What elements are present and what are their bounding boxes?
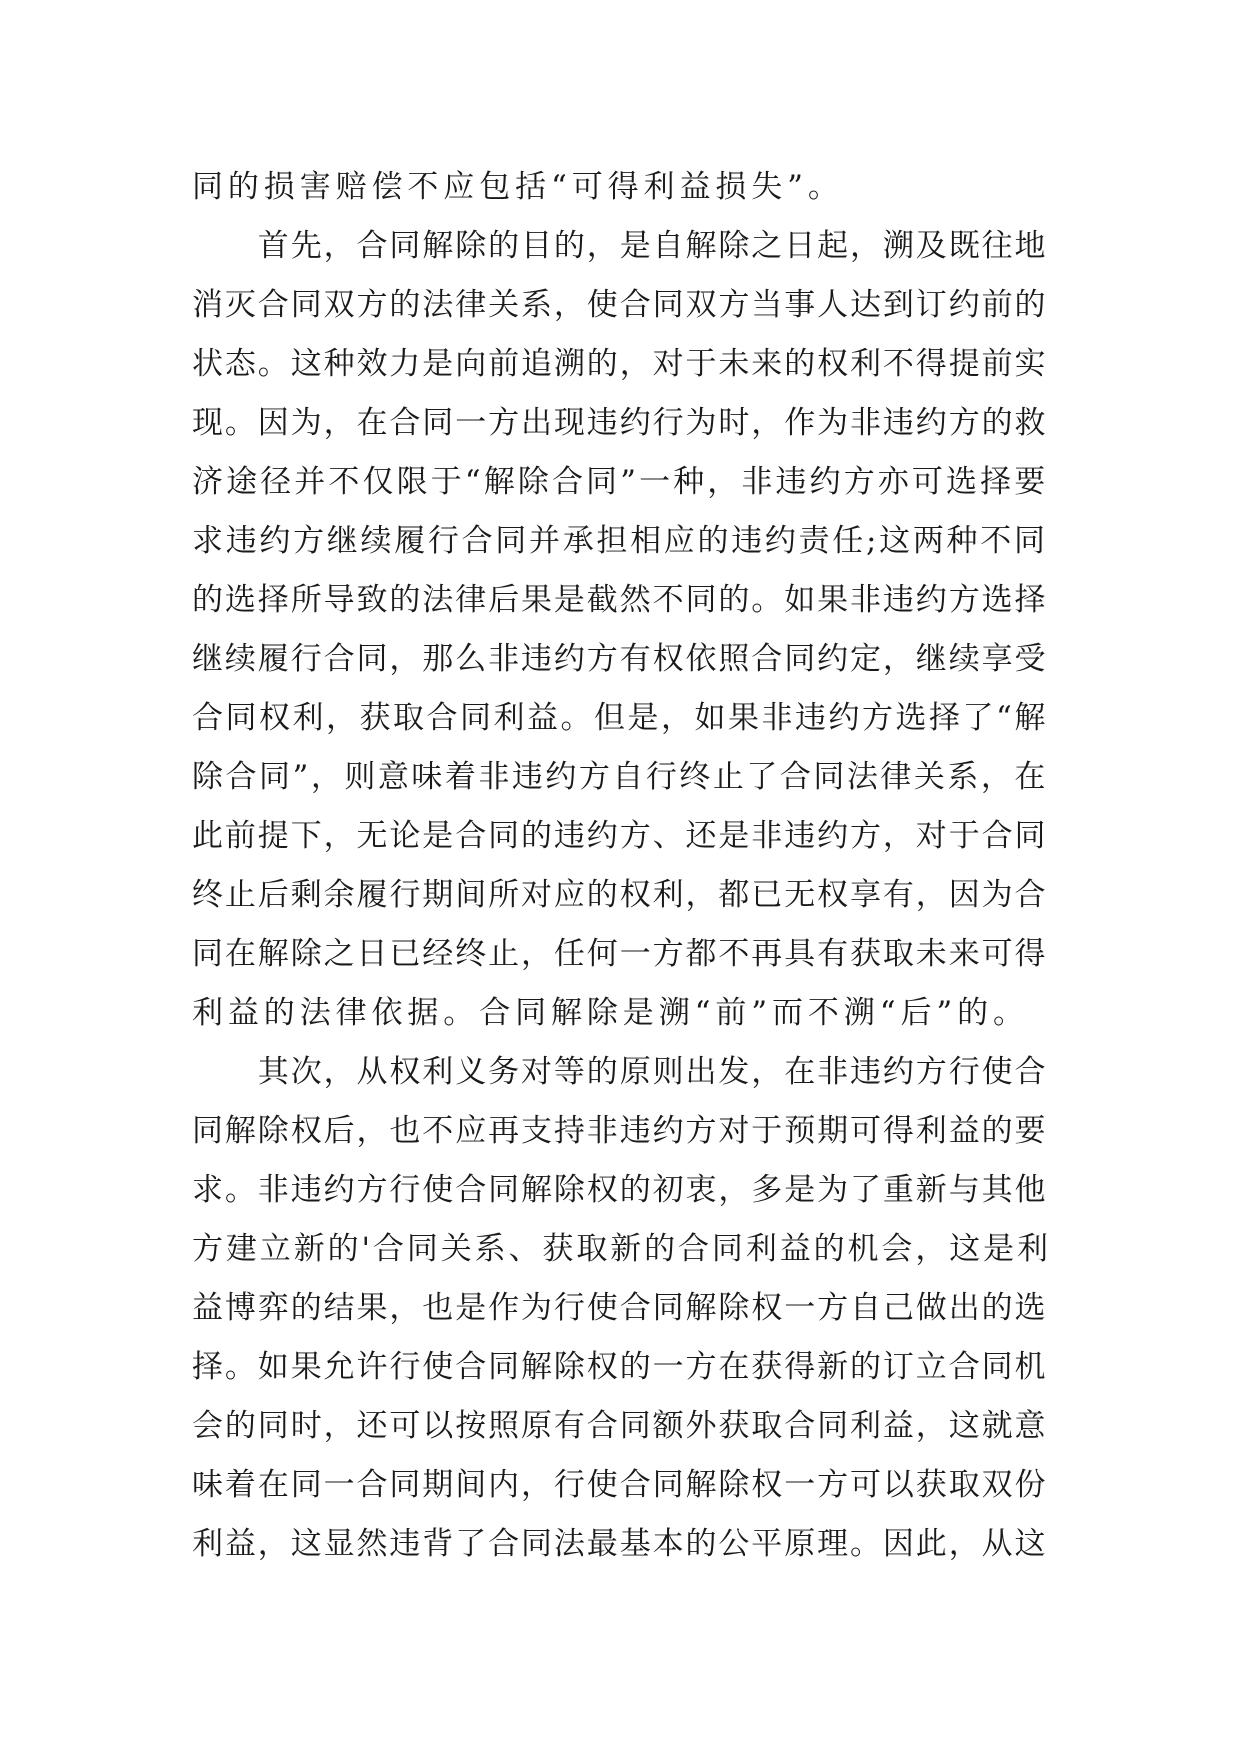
text-line: 会的同时，还可以按照原有合同额外获取合同利益，这就意 xyxy=(192,1408,1048,1444)
text-line: 现。因为，在合同一方出现违约行为时，作为非违约方的救 xyxy=(192,405,1048,441)
text-line: 此前提下，无论是合同的违约方、还是非违约方，对于合同 xyxy=(192,818,1048,854)
text-line: 益博弈的结果，也是作为行使合同解除权一方自己做出的选 xyxy=(192,1290,1048,1326)
text-line: 终止后剩余履行期间所对应的权利，都已无权享有，因为合 xyxy=(192,877,1048,913)
text-line: 方建立新的'合同关系、获取新的合同利益的机会，这是利 xyxy=(192,1231,1051,1267)
body-text xyxy=(192,158,1052,1574)
text-line: 利益，这显然违背了合同法最基本的公平原理。因此，从这 xyxy=(192,1526,1048,1562)
text-line: 合同权利，获取合同利益。但是，如果非违约方选择了“解 xyxy=(192,700,1048,736)
text-line: 择。如果允许行使合同解除权的一方在获得新的订立合同机 xyxy=(192,1349,1048,1385)
text-line: 继续履行合同，那么非违约方有权依照合同约定，继续享受 xyxy=(192,641,1048,677)
text-line: 同解除权后，也不应再支持非违约方对于预期可得利益的要 xyxy=(192,1113,1048,1149)
text-line: 求。非违约方行使合同解除权的初衷，多是为了重新与其他 xyxy=(192,1172,1048,1208)
text-line: 济途径并不仅限于“解除合同”一种，非违约方亦可选择要 xyxy=(192,464,1049,500)
text-line: 的选择所导致的法律后果是截然不同的。如果非违约方选择 xyxy=(192,582,1048,618)
paragraph-first-line: 其次，从权利义务对等的原则出发，在非违约方行使合 xyxy=(192,1054,1048,1090)
text-line: 除合同”，则意味着非违约方自行终止了合同法律关系，在 xyxy=(192,759,1048,795)
text-line: 利益的法律依据。合同解除是溯“前”而不溯“后”的。 xyxy=(192,995,1029,1031)
paragraph-first-line: 首先，合同解除的目的，是自解除之日起，溯及既往地 xyxy=(192,228,1048,264)
text-line: 求违约方继续履行合同并承担相应的违约责任;这两种不同 xyxy=(192,523,1048,559)
text-line: 味着在同一合同期间内，行使合同解除权一方可以获取双份 xyxy=(192,1467,1048,1503)
text-line: 同在解除之日已经终止，任何一方都不再具有获取未来可得 xyxy=(192,936,1048,972)
text-line: 消灭合同双方的法律关系，使合同双方当事人达到订约前的 xyxy=(192,287,1048,323)
text-line: 同的损害赔偿不应包括“可得利益损失”。 xyxy=(192,169,844,205)
text-line: 状态。这种效力是向前追溯的，对于未来的权利不得提前实 xyxy=(192,346,1048,382)
